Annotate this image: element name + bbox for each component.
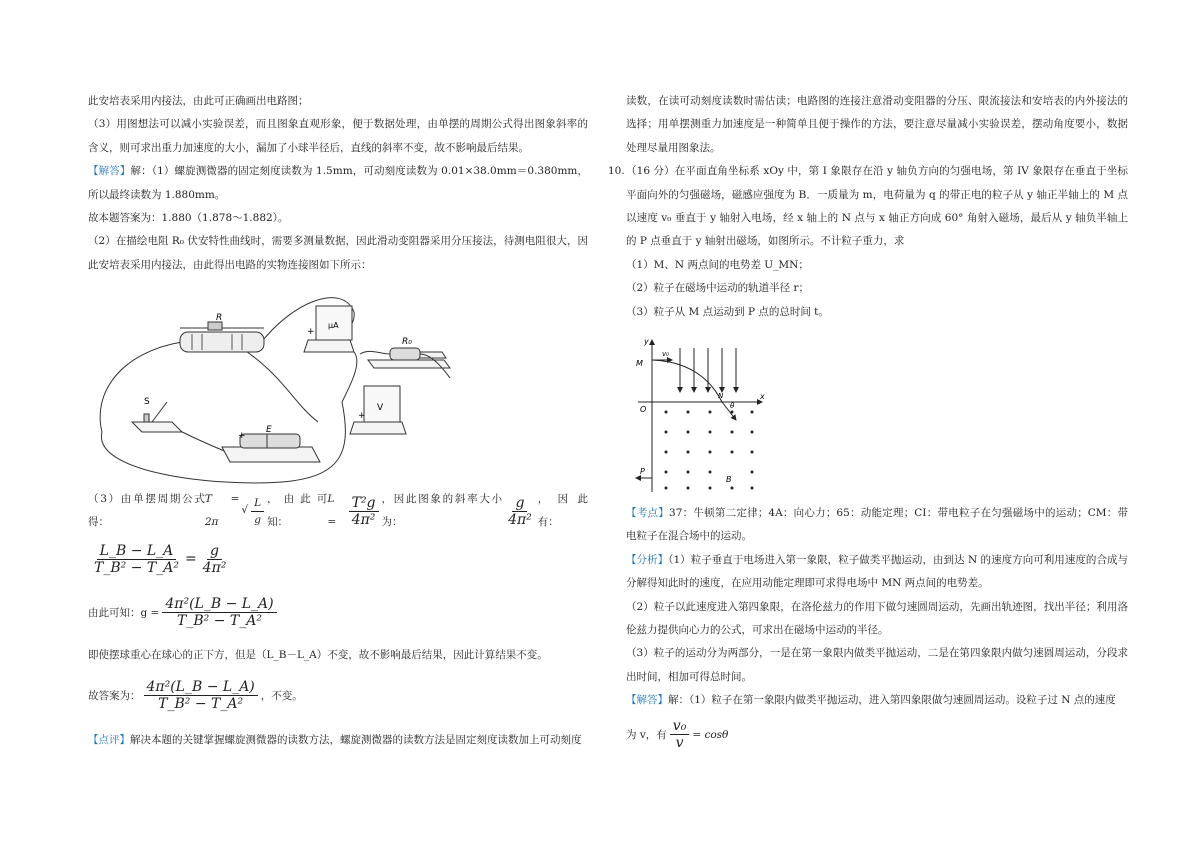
math-text: = cosθ bbox=[692, 728, 729, 741]
voltmeter bbox=[350, 386, 406, 434]
text: 解：（1）螺旋测微器的固定刻度读数为 1.5mm，可动刻度读数为 0.01×38.0mm＝0.380mm，所以最终读数为 1.880mm。 bbox=[88, 165, 588, 201]
numerator: 4π²(L_B − L_A) bbox=[144, 679, 258, 696]
text: 故答案为： bbox=[88, 689, 141, 702]
equation-line: （3）由单摆周期公式得： T = 2π √ $\frac{L}{g}$ ，由此可知： L = $\frac{\text{T²g}}{\text{4π²}}$ ，因此图象的斜率大小为： $\frac{g}{\text{4π²}}$ ，因此有： bbox=[88, 488, 588, 534]
math-text: T = 2π bbox=[204, 492, 240, 528]
text: 37：牛顿第二定律；4A：向心力；65：动能定理；CI：带电粒子在匀强磁场中的运动；CM：带电粒子在混合场中的运动。 bbox=[626, 507, 1129, 543]
label-R0: R₀ bbox=[402, 337, 412, 347]
resistor-R0-figure bbox=[360, 318, 456, 388]
fraction bbox=[91, 543, 182, 576]
paragraph: 即使摆球重心在球心的正下方，但是（L_B－L_A）不变，故不影响最后结果，因此计算结果不变。 bbox=[88, 649, 548, 661]
fraction bbox=[349, 495, 379, 528]
text: 为 v，有 bbox=[626, 729, 667, 742]
origin-label: O bbox=[640, 405, 647, 414]
B-label: B bbox=[726, 475, 732, 484]
sub-question: （3）粒子从 M 点运动到 P 点的总时间 t。 bbox=[626, 305, 829, 318]
ammeter-label: μA bbox=[328, 321, 339, 330]
paragraph: 故本题答案为：1.880（1.878～1.882）。 bbox=[88, 212, 289, 225]
fraction bbox=[505, 495, 535, 528]
question bbox=[608, 160, 1128, 254]
axis-x-label: x bbox=[760, 392, 765, 401]
point-P-label: P bbox=[640, 467, 645, 476]
text: 解：（1）粒子在第一象限内做类平抛运动，进入第四象限做匀速圆周运动。设粒子过 N 点的速度 bbox=[668, 694, 1116, 707]
denominator: v bbox=[675, 735, 684, 752]
denominator: T_B² − T_A² bbox=[94, 559, 179, 576]
text: ，由此可知： bbox=[267, 492, 328, 528]
numerator: 4π²(L_B − L_A) bbox=[162, 596, 276, 613]
axis-y-label: y bbox=[644, 337, 649, 346]
text: ，因此有： bbox=[537, 492, 589, 528]
paragraph bbox=[626, 689, 1128, 712]
circuit-diagram bbox=[92, 282, 384, 494]
label-E: E bbox=[266, 425, 272, 435]
numerator: g bbox=[207, 543, 222, 560]
paragraph: （3）用图想法可以减小实验误差，而且图象直观形象，便于数据处理，由单摆的周期公式得出图象斜率的含义，则可求出重力加速度的大小，漏加了小球半径后，直线的斜率不变，故不影响最后结果。 bbox=[88, 118, 588, 154]
sub-question: （2）粒子在磁场中运动的轨道半径 r； bbox=[626, 282, 810, 295]
rheostat bbox=[180, 313, 264, 352]
label-S: S bbox=[144, 397, 150, 407]
paragraph: （2）在描绘电阻 R₀ 伏安特性曲线时，需要多测量数据，因此滑动变阻器采用分压接法，待测电阻很大，因此安培表采用内接法，由此得出电路的实物连接图如下所示： bbox=[88, 235, 588, 271]
section-tag: 【解答】 bbox=[626, 694, 668, 707]
label-R: R bbox=[216, 313, 223, 323]
numerator: v₀ bbox=[670, 718, 690, 735]
v0-label: v₀ bbox=[662, 350, 669, 358]
fraction bbox=[162, 596, 276, 629]
text: ，不变。 bbox=[260, 689, 303, 702]
text: （3）由单摆周期公式得： bbox=[88, 492, 205, 528]
equation-block bbox=[88, 488, 588, 753]
paragraph bbox=[88, 160, 588, 207]
right-column bbox=[608, 90, 1128, 324]
paragraph bbox=[626, 502, 1128, 549]
denominator: T_B² − T_A² bbox=[177, 612, 262, 629]
sub-question: （1）M、N 两点间的电势差 U_MN； bbox=[626, 258, 809, 271]
text: （1）粒子垂直于电场进入第一象限，粒子做类平抛运动，由到达 N 的速度方向可利用速度的合成与分解得知此时的速度，在应用动能定理即可求得电场中 MN 两点间的电势差。 bbox=[626, 553, 1129, 590]
text: ，因此图象的斜率大小为： bbox=[381, 492, 503, 528]
section-tag: 【分析】 bbox=[626, 553, 669, 566]
section-tag: 【考点】 bbox=[626, 507, 670, 519]
point-N-label: N bbox=[718, 392, 724, 400]
paragraph: 读数，在读可动刻度读数时需估读；电路图的连接注意滑动变阻器的分压、限流接法和安培表的内外接法的选择；用单摆测重力加速度是一种简单且便于操作的方法，要注意尽量减小实验误差，摆动角度要小，数据处理尽量用图象法。 bbox=[626, 95, 1128, 154]
plus-sign: + bbox=[307, 327, 315, 337]
sqrt-fraction bbox=[251, 495, 264, 528]
denominator: T_B² − T_A² bbox=[158, 695, 244, 712]
equation-line bbox=[88, 534, 588, 584]
fraction bbox=[144, 679, 258, 712]
numerator: g bbox=[512, 495, 527, 512]
theta-label: θ bbox=[730, 402, 735, 410]
question-number: 10. bbox=[608, 165, 625, 178]
battery bbox=[222, 425, 320, 462]
denominator: 4π² bbox=[202, 559, 227, 576]
math-text: L = bbox=[327, 492, 337, 528]
denominator: g bbox=[254, 513, 261, 526]
equals: = bbox=[184, 551, 197, 567]
switch bbox=[132, 397, 182, 432]
fraction bbox=[670, 718, 690, 751]
paragraph: 此安培表采用内接法，由此可正确画出电路图； bbox=[88, 95, 309, 107]
paragraph bbox=[88, 729, 588, 752]
numerator: L_B − L_A bbox=[97, 543, 177, 560]
point-M-label: M bbox=[636, 359, 643, 368]
analysis-block bbox=[626, 502, 1128, 757]
section-tag: 【点评】 bbox=[88, 734, 130, 747]
field-diagram bbox=[632, 336, 772, 496]
question-text: （16 分）在平面直角坐标系 xOy 中，第 I 象限存在沿 y 轴负方向的匀强电场，第 IV 象限存在垂直于坐标平面向外的匀强磁场，磁感应强度为 B．一质量为 m，电荷量为 q 的带正电的粒子从 y 轴正半轴上的 M 点以速度 v₀ 垂直于 y 轴射入电场，经 x 轴上的 N 点与 x 轴正方向成 60° 角射入磁场，最后从 y 轴负半轴上的 P 点垂直于 y 轴射出磁场，如图所示。不计粒子重力，求 bbox=[626, 165, 1128, 248]
equation-line bbox=[88, 584, 588, 640]
paragraph bbox=[626, 549, 1128, 596]
paragraph: （3）粒子的运动分为两部分，一是在第一象限内做类平抛运动，二是在第四象限内做匀速圆周运动，分段求出时间，相加可得总时间。 bbox=[626, 647, 1128, 683]
plus-sign: + bbox=[358, 411, 366, 421]
plus-sign: + bbox=[238, 431, 246, 441]
ammeter bbox=[304, 306, 354, 352]
section-tag: 【解答】 bbox=[88, 165, 131, 178]
voltmeter-label: V bbox=[377, 403, 384, 413]
text: 解决本题的关键掌握螺旋测微器的读数方法，螺旋测微器的读数方法是固定刻度读数加上可动刻度 bbox=[130, 734, 582, 747]
numerator: L bbox=[251, 495, 264, 512]
equation-line bbox=[626, 713, 1128, 757]
equation-line bbox=[88, 667, 588, 723]
numerator: T²g bbox=[349, 495, 379, 512]
denominator: 4π² bbox=[351, 511, 376, 528]
left-column bbox=[88, 90, 588, 277]
paragraph: （2）粒子以此速度进入第四象限，在洛伦兹力的作用下做匀速圆周运动，先画出轨迹图，找出半径；利用洛伦兹力提供向心力的公式，可求出在磁场中运动的半径。 bbox=[626, 600, 1128, 637]
denominator: 4π² bbox=[508, 511, 532, 528]
fraction bbox=[200, 543, 230, 576]
text: 由此可知：g = bbox=[88, 606, 160, 619]
